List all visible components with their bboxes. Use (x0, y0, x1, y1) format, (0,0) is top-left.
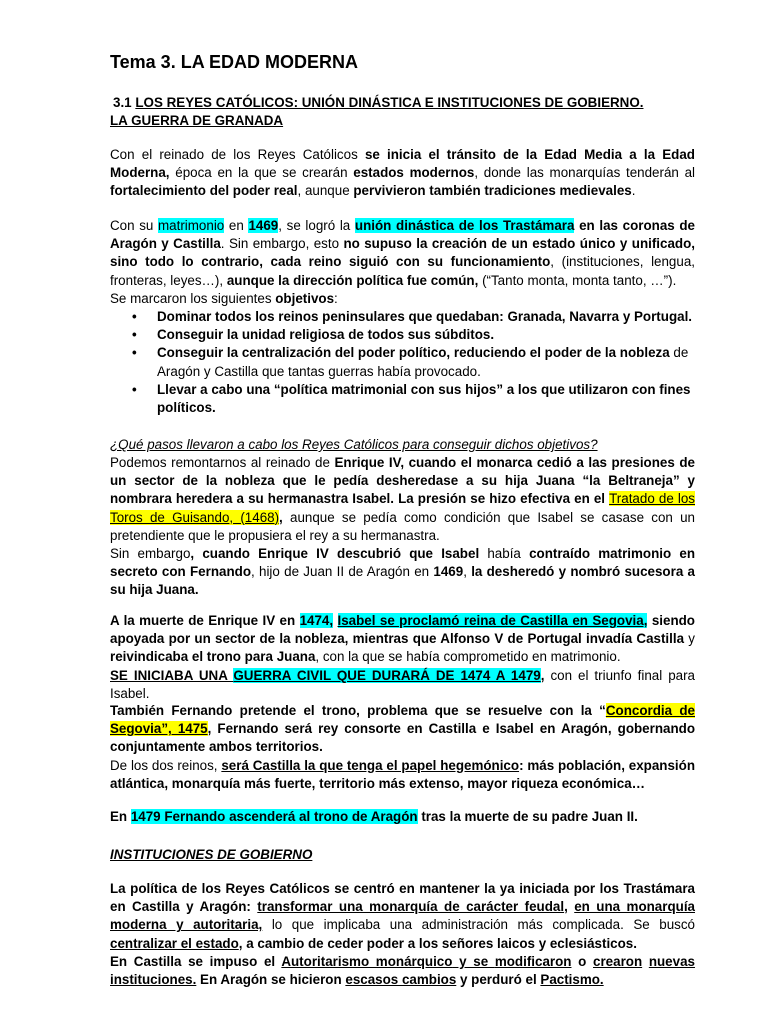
bold-text: SE INICIABA UNA (110, 667, 234, 683)
text: , (463, 564, 472, 580)
text: , donde las monarquías tenderán al (474, 165, 695, 181)
bold-text: no supuso la creación de un estado único y unificado, sino todo lo contrario, cada reino siguió con su funcionamiento (110, 236, 696, 270)
highlight-text: GUERRA CIVIL QUE DURARÁ DE 1474 A 1479 (233, 667, 541, 683)
text: en (224, 218, 249, 233)
text: (“Tanto monta, monta tanto, …”). (478, 272, 677, 288)
bold-text: , (564, 899, 575, 915)
list-item (110, 344, 695, 380)
bullet-icon: • (132, 309, 137, 324)
paragraph-1474 (110, 612, 695, 703)
text: , con la que se había comprometido en matrimonio. (315, 649, 621, 665)
question-heading: ¿Qué pasos llevaron a cabo los Reyes Católicos para conseguir dichos objetivos? (110, 437, 598, 452)
bold-text: En Aragón se hicieron (196, 972, 346, 988)
text: había (479, 546, 530, 562)
text: . (631, 183, 636, 199)
text: Se marcaron los siguientes (110, 290, 276, 306)
highlight-text: 1474, (299, 613, 334, 628)
bold-text: A la muerte de Enrique IV en (110, 613, 300, 628)
bold-text: , (207, 721, 212, 737)
list-item-text: Conseguir la unidad religiosa de todos sus súbditos. (157, 327, 495, 343)
bold-text: aunque la dirección política fue común, (226, 272, 479, 288)
bold-text: contraído matrimonio en secreto con Fernando (110, 546, 696, 580)
instituciones-heading: INSTITUCIONES DE GOBIERNO (110, 847, 313, 862)
bold-text: nuevas instituciones. (110, 953, 695, 988)
document-title: Tema 3. LA EDAD MODERNA (110, 52, 359, 72)
paragraph-concordia (110, 702, 695, 793)
bold-text: se inicia el tránsito de la Edad Media a la Edad Moderna, (110, 147, 695, 181)
bold-text: será Castilla la que tenga el papel hegemónico (221, 757, 520, 773)
bold-text: objetivos (275, 290, 335, 306)
list-item-text: Llevar a cabo una “política matrimonial con sus hijos” a los que utilizaron con fines políticos. (157, 381, 691, 416)
bold-text: reivindicaba el trono para Juana (110, 649, 316, 665)
bold-text: , a cambio de ceder poder a los señores laicos y eclesiásticos. (238, 935, 637, 951)
bold-text: la desheredó y nombró sucesora a su hija Juana. (110, 564, 695, 598)
text: época en la que se crearán (169, 165, 354, 181)
text: , (instituciones, lengua, fronteras, leyes…), (110, 254, 695, 288)
bold-text: , cuando Enrique IV descubrió que Isabel (190, 546, 480, 562)
text: Con el reinado de los Reyes Católicos (110, 147, 365, 162)
bold-text: La política de los Reyes Católicos se centró en mantener la ya iniciada por los Trastámara en Castilla y Aragón (110, 881, 695, 915)
text: con el triunfo final para Isabel. (110, 667, 695, 701)
text: lo que implicaba una administración más complicada. Se buscó (262, 917, 695, 933)
bold-text: en las coronas de Aragón y Castilla (110, 218, 696, 252)
highlight-text: 1479 Fernando ascenderá al trono de Aragón (130, 809, 418, 824)
bold-text: pervivieron también tradiciones medievales (353, 183, 632, 199)
bold-text: y se (452, 953, 495, 969)
text: . Sin embargo, esto (220, 236, 344, 252)
bold-text: En Castilla se impuso el (110, 953, 282, 969)
text: , se logró la (278, 218, 355, 233)
section-title: LOS REYES CATÓLICOS: UNIÓN DINÁSTICA E INSTITUCIONES DE GOBIERNO. (135, 95, 644, 110)
bold-text: Enrique IV (334, 455, 401, 470)
text (333, 613, 337, 628)
paragraph-intro (110, 146, 695, 201)
bold-text: y perduró el (456, 972, 541, 988)
text: aunque se pedía como condición que Isabel se casase con un pretendiente que le propusiera el rey a su hermanastra. (110, 509, 695, 543)
bold-text: en una monarquía moderna y autoritaria, (110, 899, 695, 933)
text: Podemos remontarnos al reinado de (110, 455, 335, 470)
highlight-text: matrimonio (158, 218, 225, 233)
highlight-text: Isabel se proclamó reina de Castilla en Segovia, (337, 613, 648, 628)
text: Con su (110, 218, 159, 233)
list-item-text: Dominar todos los reinos peninsulares que quedaban: Granada, Navarra y Portugal. (157, 309, 693, 324)
bold-text: , (279, 509, 283, 525)
bold-text: En (110, 809, 131, 824)
bold-text (642, 954, 649, 969)
bold-text: o (571, 953, 594, 969)
section-number: 3.1 (113, 95, 136, 110)
paragraph-instituciones (110, 880, 695, 989)
highlight-text: Concordia de Segovia”, 1475 (110, 703, 695, 737)
bold-text: 1469 (433, 564, 464, 580)
bold-text: Pactismo. (540, 972, 604, 988)
bold-text: fortalecimiento del poder real (110, 183, 298, 199)
section-subtitle: LA GUERRA DE GRANADA (110, 113, 284, 129)
bold-text: , cuando el monarca cedió a las presiones de un sector de la nobleza que le pedía desheredase a su hija Juana “la Beltraneja” y nombrara heredera a su hermanastra Isabel. La presión se hizo efectiva en el (110, 455, 695, 507)
text: Sin embargo (110, 546, 191, 562)
section-heading (110, 94, 695, 130)
list-item (110, 326, 695, 344)
bold-text: centralizar el estado (110, 935, 239, 951)
paragraph-enrique (110, 454, 695, 600)
highlight-text: unión dinástica de los Trastámara (354, 218, 575, 233)
bold-text: escasos cambios (345, 972, 457, 988)
bold-text: transformar una monarquía de carácter feudal (257, 899, 565, 915)
highlight-text: Tratado de los Toros de Guisando, (1468) (110, 491, 695, 525)
bold-text: estados modernos (353, 165, 475, 181)
bullet-icon: • (132, 327, 137, 343)
bold-text: siendo apoyada por un sector de la nobleza, mientras que Alfonso V de Portugal invadía Castilla (110, 613, 695, 647)
bold-text: También Fernando pretende el trono, problema que se resuelve con la “ (110, 703, 606, 718)
text: : (334, 290, 338, 306)
objectives-list (110, 308, 695, 417)
list-item (110, 381, 695, 417)
bold-text: , (540, 667, 545, 683)
bold-text: modificaron (494, 953, 572, 969)
list-item-text: Conseguir la centralización del poder político, reduciendo el poder de la nobleza (157, 345, 670, 361)
bold-text: Fernando será rey consorte en Castilla e Isabel en Aragón, gobernando conjuntamente ambos territorios. (110, 721, 695, 755)
paragraph-1479 (110, 808, 695, 826)
list-item (110, 308, 695, 326)
text: y (684, 631, 696, 647)
bullet-icon: • (132, 381, 137, 397)
text: , aunque (297, 183, 354, 199)
bold-text: : (246, 899, 258, 915)
list-item-text: de Aragón y Castilla que tantas guerras había provocado. (157, 345, 689, 379)
text: De los dos reinos, (110, 757, 222, 773)
bold-text: tras la muerte de su padre Juan II. (417, 809, 638, 824)
highlight-text: 1469 (248, 218, 279, 233)
paragraph-matrimonio (110, 217, 695, 308)
text: , hijo de Juan II de Aragón en (251, 564, 434, 580)
bold-text: crearon (593, 953, 643, 969)
bold-text: : más población, expansión atlántica, monarquía más fuerte, territorio más extenso, mayor riqueza económica… (110, 757, 695, 791)
bullet-icon: • (132, 345, 137, 361)
bold-text: Autoritarismo monárquico (281, 953, 453, 969)
